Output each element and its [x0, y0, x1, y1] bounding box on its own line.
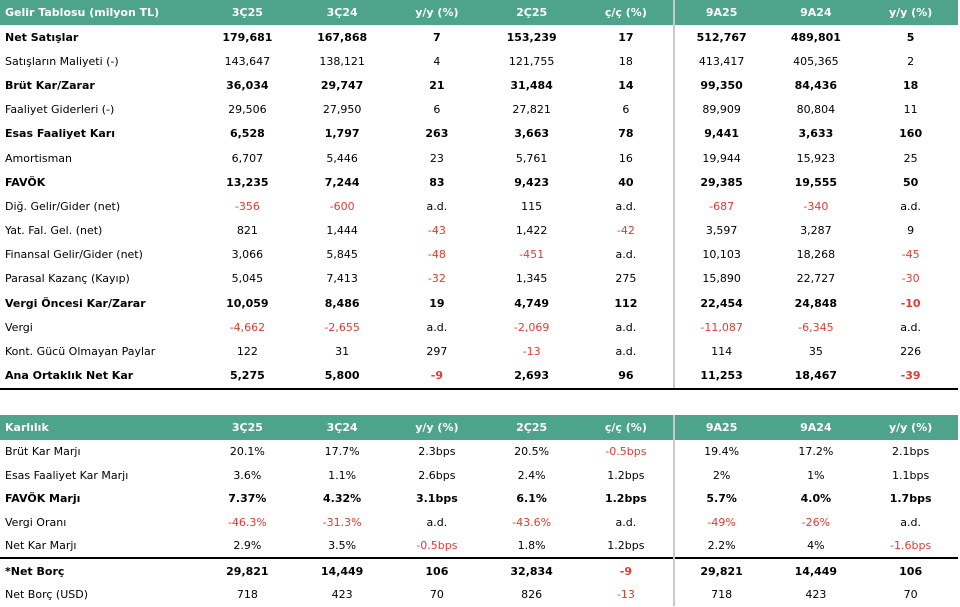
table-cell: -13 — [522, 345, 541, 359]
table-row — [0, 291, 958, 315]
table-cell: 40 — [618, 175, 634, 189]
table-cell: 5,045 — [231, 272, 264, 286]
table-cell: -11,087 — [674, 315, 769, 339]
table-cell: 2.6bps — [418, 468, 456, 482]
table-cell: 1.2bps — [607, 468, 645, 482]
row-label: Net Borç (USD) — [5, 588, 88, 602]
table-cell: 17.2% — [798, 445, 834, 459]
table-cell: -0.5bps — [605, 445, 647, 459]
table-row — [0, 194, 958, 218]
table-cell: 115 — [521, 199, 543, 213]
table-row — [0, 170, 958, 194]
table-cell: 5.7% — [674, 487, 769, 511]
row-label: Brüt Kar Marjı — [5, 445, 81, 459]
table-cell: -6,345 — [798, 320, 834, 334]
table-cell: 2.9% — [233, 539, 262, 553]
table-cell: 275 — [615, 272, 637, 286]
table-cell: 84,436 — [794, 78, 838, 92]
table-cell: 1,797 — [324, 127, 360, 141]
table-cell: 5,446 — [326, 151, 358, 165]
table-cell: 7,413 — [326, 272, 358, 286]
table-row — [0, 49, 958, 73]
table-cell: 10,059 — [226, 296, 269, 310]
table-cell: 489,801 — [790, 30, 841, 44]
table-cell: 29,747 — [320, 78, 364, 92]
table-cell: 17.7% — [324, 445, 360, 459]
table-cell: a.d. — [900, 320, 921, 334]
table-cell: 21 — [429, 78, 445, 92]
table-cell: 2.4% — [517, 468, 546, 482]
table-cell: 20.1% — [229, 445, 265, 459]
table-row — [0, 364, 958, 389]
table-cell: 826 — [521, 588, 543, 602]
row-label: *Net Borç — [0, 558, 200, 583]
table-cell: -30 — [901, 272, 920, 286]
table-cell: -0.5bps — [416, 539, 458, 553]
table-cell: 29,821 — [674, 558, 769, 583]
table-cell: 16 — [618, 151, 633, 165]
table-cell: 413,417 — [674, 49, 769, 73]
table-cell: a.d. — [615, 320, 637, 334]
row-label: Kont. Gücü Olmayan Paylar — [5, 345, 156, 359]
table-cell: 19,944 — [674, 146, 769, 170]
col-header: ç/ç (%) — [579, 415, 674, 440]
col-header: 9A25 — [674, 415, 769, 440]
table-cell: 17 — [618, 30, 634, 44]
col-header: y/y (%) — [390, 415, 485, 440]
table-cell: -46.3% — [227, 515, 267, 529]
table-cell: 29,821 — [200, 558, 295, 583]
row-label: Parasal Kazanç (Kayıp) — [5, 272, 130, 286]
table-cell: 5,845 — [326, 248, 358, 262]
table-cell: 3,663 — [514, 127, 550, 141]
table-cell: 297 — [426, 345, 448, 359]
row-label: Vergi — [5, 320, 33, 334]
table-cell: 36,034 — [226, 78, 269, 92]
table-row — [0, 487, 958, 511]
table-cell: 153,239 — [506, 30, 557, 44]
row-label: FAVÖK — [5, 175, 46, 189]
table-cell: -26% — [801, 515, 831, 529]
table-cell: 3,287 — [800, 224, 832, 238]
table-cell: 18 — [618, 54, 633, 68]
table-row — [0, 315, 958, 339]
table-cell: -1.6bps — [890, 539, 932, 553]
table-cell: 138,121 — [319, 54, 365, 68]
table-cell: 99,350 — [674, 73, 769, 97]
table-cell: 226 — [900, 345, 922, 359]
table-cell: -43 — [427, 224, 446, 238]
table-cell: 4.32% — [323, 492, 362, 506]
table-cell: 96 — [579, 364, 674, 389]
table-cell: 13,235 — [226, 175, 269, 189]
table-row — [0, 73, 958, 97]
profitability-title: Karlılık — [0, 415, 200, 440]
table-cell: 423 — [805, 588, 827, 602]
table-cell: 7 — [433, 30, 441, 44]
table-cell: -687 — [674, 194, 769, 218]
table-cell: 718 — [236, 588, 258, 602]
table-cell: 4 — [433, 54, 441, 68]
table-cell: -9 — [579, 558, 674, 583]
table-cell: 1% — [807, 468, 825, 482]
col-header: 3Ç24 — [295, 0, 390, 25]
table-cell: -42 — [616, 224, 635, 238]
table-cell: a.d. — [615, 248, 637, 262]
table-cell: 263 — [425, 127, 449, 141]
table-cell: 2.3bps — [418, 445, 456, 459]
table-cell: 1,422 — [515, 224, 548, 238]
row-label: Satışların Maliyeti (-) — [5, 54, 119, 68]
table-row — [0, 146, 958, 170]
table-cell: -49% — [674, 510, 769, 534]
row-label: Esas Faaliyet Karı — [5, 127, 115, 141]
table-cell: a.d. — [615, 515, 637, 529]
row-label: Finansal Gelir/Gider (net) — [5, 248, 143, 262]
table-row — [0, 267, 958, 291]
income-header-row — [0, 0, 958, 25]
table-cell: a.d. — [615, 199, 637, 213]
table-cell: 20.5% — [514, 445, 550, 459]
table-cell: -32 — [427, 272, 446, 286]
table-cell: 10,103 — [674, 243, 769, 267]
table-cell: 8,486 — [324, 296, 360, 310]
table-cell: 3.1bps — [415, 492, 458, 506]
col-header: y/y (%) — [863, 0, 958, 25]
table-cell: 5,761 — [515, 151, 548, 165]
table-cell: 1,444 — [326, 224, 358, 238]
table-cell: 6.1% — [516, 492, 547, 506]
table-cell: 29,385 — [674, 170, 769, 194]
table-row — [0, 510, 958, 534]
table-cell: 1.2bps — [607, 539, 645, 553]
table-cell: -2,069 — [513, 320, 550, 334]
table-cell: -45 — [901, 248, 920, 262]
table-cell: 22,727 — [796, 272, 836, 286]
table-cell: 2 — [907, 54, 915, 68]
table-cell: 3.5% — [328, 539, 357, 553]
col-header: 9A24 — [769, 415, 864, 440]
table-cell: 3.6% — [233, 468, 262, 482]
table-cell: 70 — [429, 588, 444, 602]
table-cell: 512,767 — [674, 25, 769, 49]
row-label: FAVÖK Marjı — [5, 492, 81, 506]
table-cell: -39 — [863, 364, 958, 389]
table-cell: -13 — [616, 588, 635, 602]
table-cell: 4.0% — [800, 492, 832, 506]
income-title: Gelir Tablosu (milyon TL) — [0, 0, 200, 25]
table-cell: 112 — [614, 296, 638, 310]
table-cell: 50 — [902, 175, 919, 189]
row-label: Yat. Fal. Gel. (net) — [5, 224, 103, 238]
table-cell: 14 — [618, 78, 634, 92]
col-header: 3Ç24 — [295, 415, 390, 440]
table-cell: 80,804 — [796, 103, 836, 117]
table-cell: 9 — [907, 224, 915, 238]
row-label: Vergi Öncesi Kar/Zarar — [5, 296, 146, 310]
table-cell: a.d. — [426, 320, 448, 334]
table-cell: 423 — [331, 588, 353, 602]
table-cell: 6 — [433, 103, 441, 117]
table-row — [0, 219, 958, 243]
table-cell: 18,268 — [796, 248, 836, 262]
table-cell: 15,923 — [796, 151, 836, 165]
table-cell: a.d. — [426, 515, 448, 529]
table-cell: 1.1% — [328, 468, 357, 482]
table-cell: -340 — [803, 199, 829, 213]
col-header: y/y (%) — [390, 0, 485, 25]
table-cell: -10 — [900, 296, 921, 310]
row-label: Faaliyet Giderleri (-) — [5, 103, 115, 117]
table-cell: 114 — [674, 339, 769, 363]
row-label: Ana Ortaklık Net Kar — [0, 364, 200, 389]
table-cell: 4% — [807, 539, 825, 553]
table-cell: 1.7bps — [889, 492, 932, 506]
col-header: 3Ç25 — [200, 415, 295, 440]
row-label: Net Satışlar — [5, 30, 79, 44]
table-cell: 27,821 — [512, 103, 551, 117]
table-cell: 70 — [903, 588, 918, 602]
table-cell: 19,555 — [794, 175, 838, 189]
profitability-table — [0, 415, 958, 607]
table-cell: a.d. — [615, 345, 637, 359]
table-cell: 25 — [903, 151, 918, 165]
table-cell: 6 — [622, 103, 630, 117]
table-cell: 9,441 — [674, 122, 769, 146]
table-cell: 78 — [618, 127, 634, 141]
table-cell: 35 — [808, 345, 823, 359]
table-cell: -451 — [519, 248, 545, 262]
table-cell: 5,800 — [295, 364, 390, 389]
row-label: Vergi Oranı — [5, 515, 67, 529]
table-cell: 23 — [429, 151, 444, 165]
table-cell: 15,890 — [674, 267, 769, 291]
table-cell: 1,345 — [515, 272, 548, 286]
table-cell: 3,066 — [231, 248, 264, 262]
table-cell: 2.2% — [674, 534, 769, 559]
table-cell: 718 — [674, 583, 769, 607]
table-cell: 14,449 — [769, 558, 864, 583]
table-cell: -4,662 — [229, 320, 266, 334]
table-cell: 405,365 — [793, 54, 839, 68]
col-header: 3Ç25 — [200, 0, 295, 25]
table-row — [0, 25, 958, 49]
table-cell: 5 — [906, 30, 915, 44]
table-row — [0, 583, 958, 607]
table-cell: a.d. — [426, 199, 448, 213]
table-cell: 160 — [899, 127, 923, 141]
table-row — [0, 243, 958, 267]
table-row — [0, 440, 958, 464]
table-row — [0, 534, 958, 559]
table-cell: -356 — [234, 199, 260, 213]
col-header: 9A25 — [674, 0, 769, 25]
table-cell: 143,647 — [224, 54, 271, 68]
table-cell: a.d. — [900, 515, 921, 529]
table-cell: 83 — [429, 175, 445, 189]
col-header: ç/ç (%) — [579, 0, 674, 25]
table-row — [0, 558, 958, 583]
profitability-header-row — [0, 415, 958, 440]
table-cell: 11 — [903, 103, 918, 117]
table-cell: 6,528 — [229, 127, 265, 141]
table-cell: 32,834 — [484, 558, 579, 583]
table-cell: -31.3% — [322, 515, 362, 529]
table-cell: 9,423 — [514, 175, 550, 189]
table-cell: 89,909 — [674, 98, 769, 122]
table-cell: 3,597 — [674, 219, 769, 243]
table-cell: -43.6% — [512, 515, 552, 529]
table-row — [0, 463, 958, 487]
table-cell: 11,253 — [674, 364, 769, 389]
table-cell: 22,454 — [674, 291, 769, 315]
table-row — [0, 122, 958, 146]
table-cell: 2,693 — [484, 364, 579, 389]
table-cell: 31 — [335, 345, 350, 359]
table-cell: -2,655 — [324, 320, 360, 334]
table-cell: 3,633 — [798, 127, 834, 141]
table-cell: 5,275 — [200, 364, 295, 389]
table-cell: 167,868 — [317, 30, 368, 44]
table-cell: 106 — [390, 558, 485, 583]
table-cell: 2% — [674, 463, 769, 487]
table-cell: 14,449 — [295, 558, 390, 583]
table-cell: 18 — [902, 78, 919, 92]
row-label: Diğ. Gelir/Gider (net) — [5, 199, 121, 213]
table-cell: 2.1bps — [892, 445, 930, 459]
table-cell: 4,749 — [514, 296, 550, 310]
table-row — [0, 98, 958, 122]
table-cell: 6,707 — [231, 151, 264, 165]
table-cell: 29,506 — [228, 103, 267, 117]
table-cell: 31,484 — [510, 78, 553, 92]
table-cell: 24,848 — [794, 296, 838, 310]
col-header: y/y (%) — [863, 415, 958, 440]
table-cell: 1.1bps — [892, 468, 930, 482]
table-cell: 106 — [863, 558, 958, 583]
table-cell: a.d. — [900, 199, 921, 213]
table-cell: 18,467 — [769, 364, 864, 389]
table-cell: 27,950 — [322, 103, 362, 117]
table-cell: 7.37% — [228, 492, 267, 506]
table-cell: 7,244 — [324, 175, 360, 189]
table-cell: 179,681 — [222, 30, 273, 44]
table-row — [0, 339, 958, 363]
table-cell: -9 — [390, 364, 485, 389]
table-cell: 121,755 — [508, 54, 555, 68]
row-label: Brüt Kar/Zarar — [5, 78, 95, 92]
table-cell: 821 — [236, 224, 258, 238]
table-cell: 1.2bps — [604, 492, 647, 506]
table-cell: 19.4% — [674, 440, 769, 464]
col-header: 2Ç25 — [484, 415, 579, 440]
table-cell: -48 — [427, 248, 446, 262]
row-label: Amortisman — [5, 151, 73, 165]
table-cell: 19 — [429, 296, 445, 310]
col-header: 2Ç25 — [484, 0, 579, 25]
table-cell: -600 — [329, 199, 355, 213]
row-label: Esas Faaliyet Kar Marjı — [5, 468, 129, 482]
col-header: 9A24 — [769, 0, 864, 25]
table-cell: 122 — [236, 345, 258, 359]
row-label: Net Kar Marjı — [5, 539, 77, 553]
table-cell: 1.8% — [517, 539, 546, 553]
